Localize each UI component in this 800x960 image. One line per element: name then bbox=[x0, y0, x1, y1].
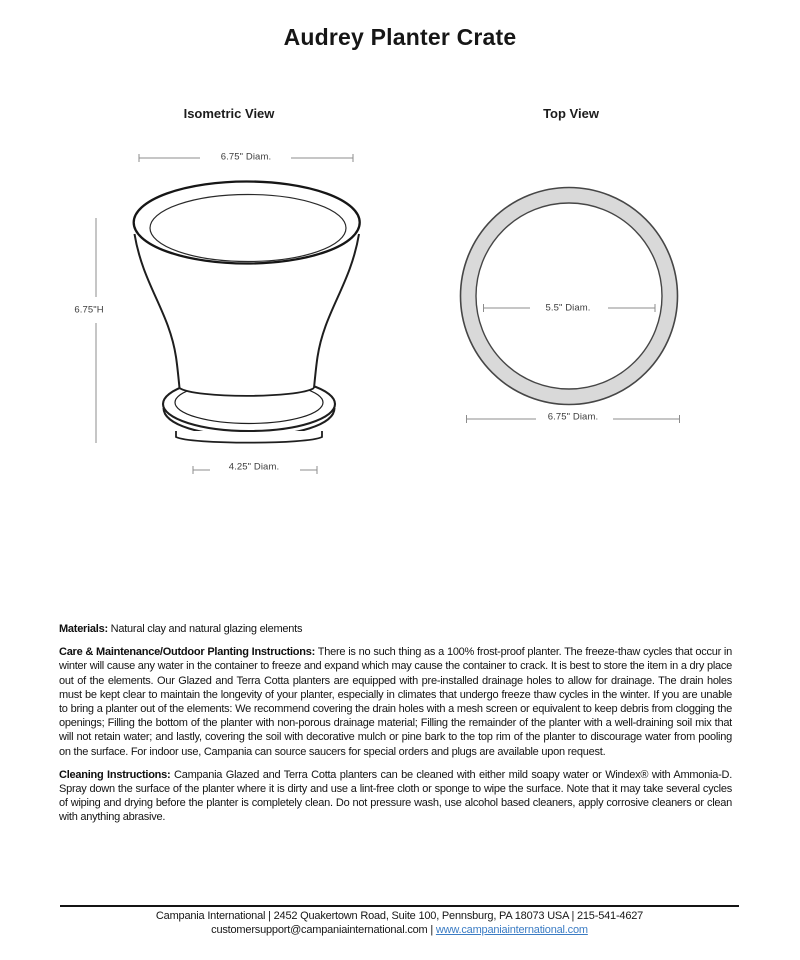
care-text: There is no such thing as a 100% frost-proof planter. The freeze-thaw cycles that occur in winter will cause any water in the container to freeze and expand which may cause the container to crack. It is best to store the item in a dry place out of the elements. Our Glazed and Terra Cotta planters are equipped with pre-installed drainage holes to allow for drainage. The drain holes must be kept clear to maintain the longevity of your planter, especially in climates that undergo freeze thaw cycles in the winter. If you are unable to bring a planter out of the elements: We recommend covering the drain holes with a mesh screen or equivalent to keep debris from clogging the openings; Filling the bottom of the planter with non-porous drainage material; Filling the remainder of the planter with a well-draining soil mix that will not retain water; and lastly, covering the soil with decorative mulch or pine bark to the top rim of the planter to discourage water from pooling on the surface. For indoor use, Campania can source saucers for special orders and plugs are available upon request. bbox=[59, 646, 732, 758]
dim-label-base-diameter: 4.25" Diam. bbox=[226, 462, 282, 473]
materials-label: Materials: bbox=[59, 623, 108, 635]
footer-email: customersupport@campaniainternational.com bbox=[211, 924, 428, 936]
dim-label-inner-diameter: 5.5" Diam. bbox=[542, 303, 593, 314]
care-section bbox=[59, 645, 732, 759]
dim-label-top-diameter: 6.75" Diam. bbox=[218, 152, 274, 163]
dim-label-height: 6.75"H bbox=[71, 305, 106, 316]
ring-inner-circle bbox=[476, 203, 662, 389]
footer-separator: | bbox=[430, 924, 434, 936]
cleaning-text: Campania Glazed and Terra Cotta planters can be cleaned with either mild soapy water or Windex® with Ammonia-D. Spray down the surface of the planter where it is dirty and use a lint-free cloth or sponge to wipe the surface. Note that it may take several cycles of wiping and drying before the planter is completely clean. Do not pressure wash, use alcohol based cleaners, apply corrosive cleaners or clean with anything abrasive. bbox=[59, 768, 733, 824]
instructions-text-block bbox=[59, 622, 732, 825]
footer-divider bbox=[60, 905, 739, 907]
footer-contact-line bbox=[60, 924, 739, 936]
saucer-base bbox=[176, 431, 322, 443]
top-view-label: Top View bbox=[543, 106, 599, 121]
care-label: Care & Maintenance/Outdoor Planting Instructions: bbox=[59, 646, 316, 659]
footer-address: Campania International | 2452 Quakertown Road, Suite 100, Pennsburg, PA 18073 USA | 215-541-4627 bbox=[155, 910, 644, 922]
planter-body-outline bbox=[134, 182, 360, 396]
cleaning-section bbox=[59, 768, 732, 825]
cleaning-label: Cleaning Instructions: bbox=[59, 768, 171, 781]
isometric-drawing bbox=[70, 145, 370, 480]
materials-section bbox=[59, 622, 732, 636]
footer-website-link[interactable]: www.campaniainternational.com bbox=[435, 924, 588, 936]
pot-rim-outer bbox=[134, 182, 360, 264]
dim-label-outer-diameter: 6.75" Diam. bbox=[545, 412, 601, 423]
materials-text: Natural clay and natural glazing elements bbox=[110, 623, 303, 635]
page-title: Audrey Planter Crate bbox=[283, 24, 517, 50]
isometric-view-label: Isometric View bbox=[183, 106, 275, 121]
